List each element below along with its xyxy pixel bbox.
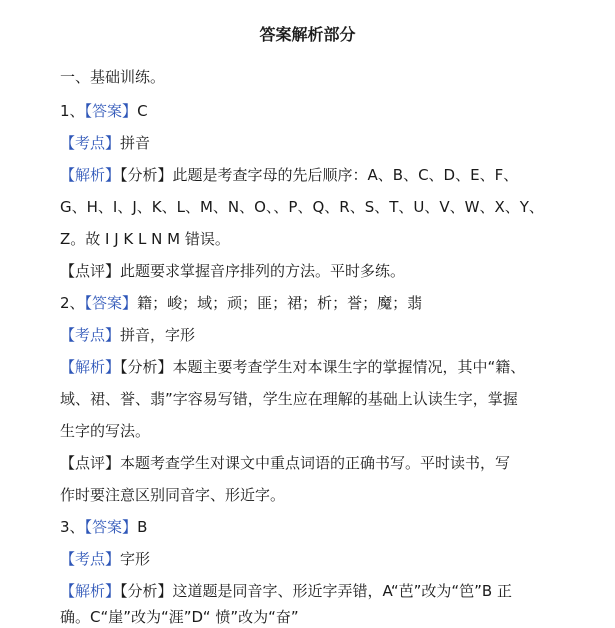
q2-kaodian: 拼音，字形	[120, 326, 196, 344]
q3-answer: B	[137, 518, 148, 536]
q3-kaodian-tag: 【考点】	[60, 550, 121, 568]
q1-answer: C	[137, 102, 148, 120]
q1-jiexi-line-1	[60, 164, 518, 185]
q2-jiexi-line-2: 域、裙、誉、翡”字容易写错，学生应在理解的基础上认读生字，掌握	[60, 390, 518, 408]
q2-dianping-line-1: 【点评】本题考查学生对课文中重点词语的正确书写。平时读书，写	[60, 454, 511, 472]
q3-jiexi-tag: 【解析】	[60, 582, 121, 600]
page-title: 答案解析部分	[259, 25, 356, 44]
q2-answer: 籍；峻；域；顽；匪；裙；析；誉；魔；翡	[137, 294, 423, 312]
q3-number: 3、	[60, 518, 85, 536]
q2-number: 2、	[60, 294, 85, 312]
q2-answer-line	[60, 292, 422, 313]
q2-kaodian-tag: 【考点】	[60, 326, 121, 344]
q2-answer-tag: 【答案】	[84, 294, 138, 312]
q1-jiexi-text-1: 【分析】此题是考查字母的先后顺序：A、B、C、D、E、F、	[120, 166, 519, 184]
q2-dianping-line-2: 作时要注意区别同音字、形近字。	[60, 486, 286, 504]
q3-kaodian: 字形	[120, 550, 151, 568]
section-heading: 一、基础训练。	[60, 68, 166, 86]
q3-jiexi-line-1	[60, 580, 512, 601]
q3-jiexi-line-2: 确。C“崖”改为“涯”D“ 愤”改为“奋”	[60, 608, 299, 626]
q2-jiexi-text-1: 【分析】本题主要考查学生对本课生字的掌握情况，其中“籍、	[120, 358, 526, 376]
q1-kaodian: 拼音	[120, 134, 151, 152]
q1-kaodian-tag: 【考点】	[60, 134, 121, 152]
q1-answer-line	[60, 100, 148, 121]
q2-jiexi-line-3: 生字的写法。	[60, 422, 151, 440]
q1-number: 1、	[60, 102, 85, 120]
q1-answer-tag: 【答案】	[84, 102, 138, 120]
q1-jiexi-line-3: Z。故 I J K L N M 错误。	[60, 230, 230, 248]
q2-kaodian-line	[60, 324, 195, 345]
q1-jiexi-line-2: G、H、I、J、K、L、M、N、O、、P、Q、R、S、T、U、V、W、X、Y、	[60, 198, 544, 216]
q2-jiexi-tag: 【解析】	[60, 358, 121, 376]
q3-jiexi-text-1: 【分析】这道题是同音字、形近字弄错，A“芭”改为“笆”B 正	[120, 582, 512, 600]
q1-dianping: 【点评】此题要求掌握音序排列的方法。平时多练。	[60, 262, 406, 280]
q1-kaodian-line	[60, 132, 150, 153]
q3-kaodian-line	[60, 548, 150, 569]
q2-jiexi-line-1	[60, 356, 525, 377]
q1-jiexi-tag: 【解析】	[60, 166, 121, 184]
q3-answer-line	[60, 516, 147, 537]
q3-answer-tag: 【答案】	[84, 518, 138, 536]
